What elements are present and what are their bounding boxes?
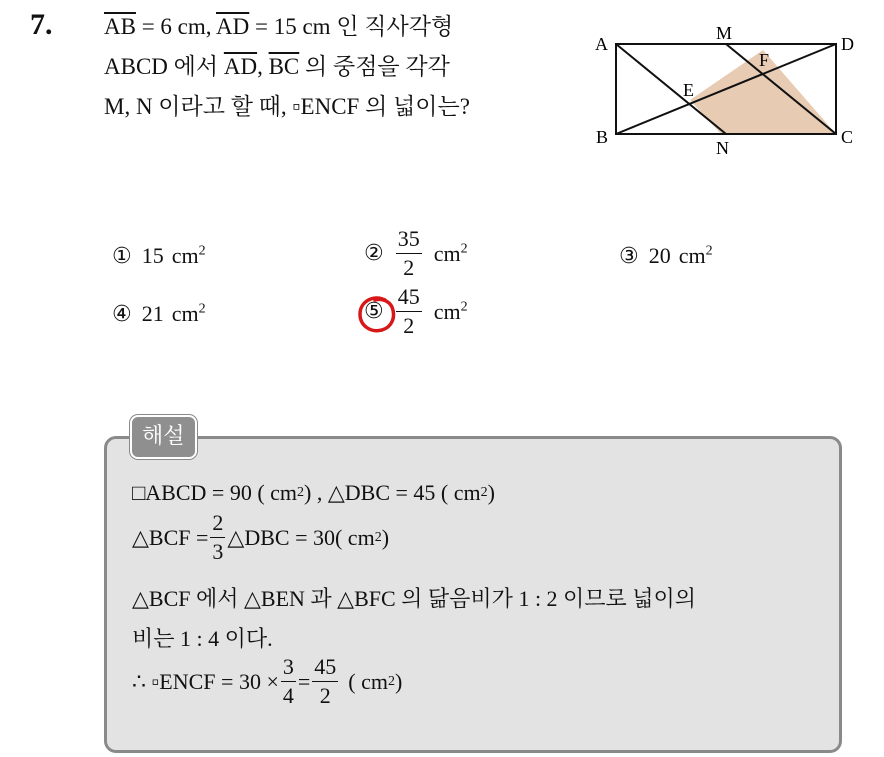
expl-2a: △BCF = [132, 524, 209, 550]
expl-5a: ∴ ▫ENCF = 30 × [132, 668, 279, 694]
choice-1-value: 15 $cm^2$ [141, 243, 206, 268]
explanation-line-2 [132, 512, 389, 563]
expl-1b-exp: 2 [480, 485, 488, 500]
explanation-line-5 [132, 656, 402, 707]
choice-4-value: 21 $cm^2$ [141, 301, 206, 326]
expl-1a: □ABCD = 90 ( cm [132, 480, 298, 505]
ab-length: = 6 cm, [135, 14, 217, 39]
expl-5-fraction-1: $\frac{3}{4}$ [282, 654, 294, 708]
choice-5-unit: $cm^2$ [433, 298, 468, 324]
label-e: E [683, 80, 694, 100]
expl-1c: ) [487, 480, 495, 505]
choice-4[interactable] [112, 301, 206, 327]
label-c: C [841, 127, 854, 147]
explanation-line-4: 비는 1 : 4 이다. [132, 626, 273, 651]
choice-2-unit: $cm^2$ [433, 240, 468, 266]
label-n: N [716, 138, 729, 158]
expl-5b-exp: 2 [387, 673, 395, 689]
choice-5[interactable] [364, 286, 468, 337]
choice-3-marker: ③ [619, 243, 639, 269]
choice-2-marker: ② [364, 241, 384, 266]
rectangle-figure [588, 26, 868, 166]
expl-1a-exp: 2 [297, 485, 305, 500]
label-m: M [716, 26, 733, 43]
expl-2b: △DBC = 30( cm [227, 524, 375, 550]
expl-5-eq: = [297, 668, 311, 694]
question-line-2 [104, 52, 450, 82]
expl-2-fraction: $\frac{2}{3}$ [212, 510, 224, 564]
expl-5-fraction-2: $\frac{45}{2}$ [314, 654, 337, 708]
question-number: 7. [30, 8, 53, 41]
ad-length-text: = 15 cm 인 직사각형 [249, 14, 454, 39]
question-line-3: M, N 이라고 할 때, ▫ENCF 의 넓이는? [104, 94, 470, 119]
choice-1-marker: ① [112, 243, 132, 269]
expl-2c: ) [381, 524, 390, 550]
choice-1[interactable] [112, 243, 206, 269]
label-d: D [841, 34, 854, 54]
expl-5c: ) [394, 668, 403, 694]
midpoint-text: 의 중점을 각각 [299, 54, 450, 79]
explanation-line-3: △BCF 에서 △BEN 과 △BFC 의 닮음비가 1 : 2 이므로 넓이의 [132, 586, 697, 611]
choice-5-marker: ⑤ [364, 299, 384, 324]
choice-2-fraction: $\frac{35}{2}$ [397, 226, 420, 280]
segment-ad: $\overline{AD}$ [216, 14, 250, 39]
choice-2[interactable] [364, 228, 468, 279]
expl-2b-exp: 2 [374, 529, 382, 545]
choice-3-value: 20 $cm^2$ [648, 243, 713, 268]
label-a: A [595, 34, 608, 54]
explanation-tag: 해설 [130, 415, 197, 459]
label-b: B [596, 127, 609, 147]
rect-name-text: ABCD 에서 [104, 54, 224, 79]
choice-3[interactable] [619, 243, 713, 269]
explanation-line-1 [132, 480, 495, 506]
comma: , [257, 54, 269, 79]
segment-ab: $\overline{AB}$ [104, 14, 136, 39]
label-f: F [759, 50, 770, 70]
expl-5b: ( cm [348, 668, 388, 694]
choice-5-fraction: $\frac{45}{2}$ [397, 284, 420, 338]
choice-4-marker: ④ [112, 301, 132, 327]
question-line-1 [104, 12, 453, 42]
segment-ad-2: $\overline{AD}$ [223, 54, 258, 79]
expl-1b: ) , △DBC = 45 ( cm [304, 480, 481, 505]
segment-bc: $\overline{BC}$ [268, 54, 300, 79]
